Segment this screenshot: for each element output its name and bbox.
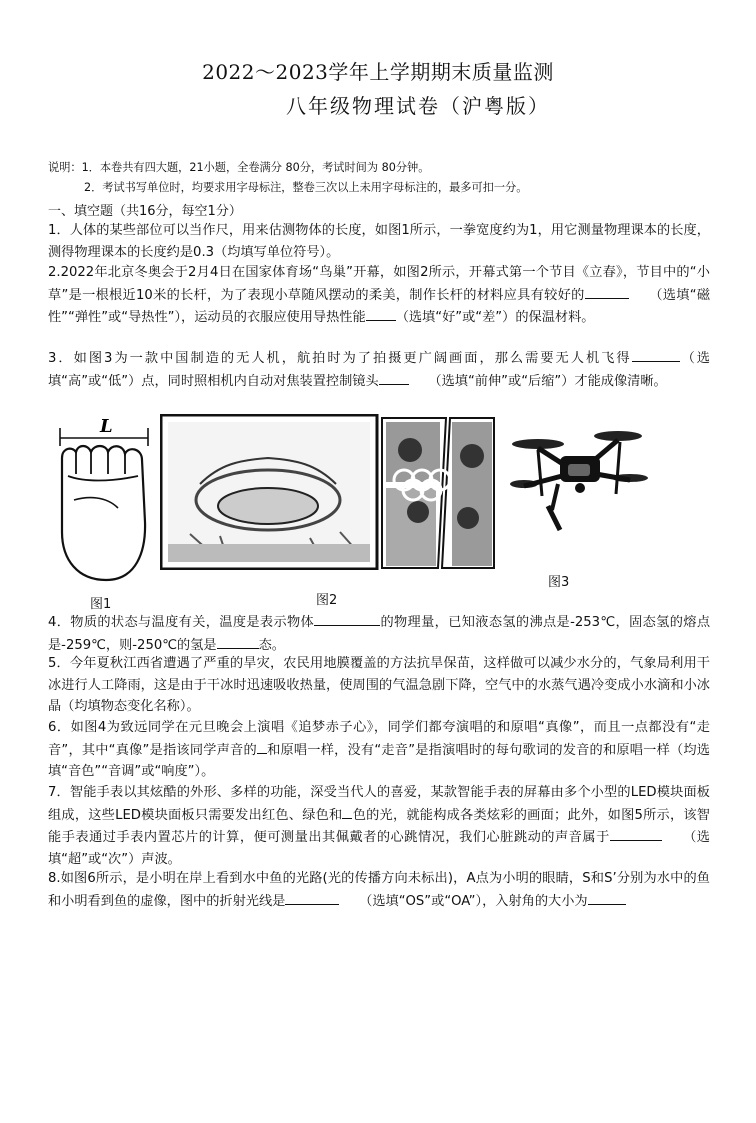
answer-blank[interactable] xyxy=(588,890,626,905)
answer-blank[interactable] xyxy=(610,826,662,841)
figure-1-label: 图1 xyxy=(90,597,112,612)
question-5 xyxy=(48,653,710,718)
question-6 xyxy=(48,717,710,783)
question-7-text-b: 色的光，就能构成各类炫彩的画面；此外，如图5所示，该智能手表通过手表内置芯片的计算，便可测量出其佩戴者的心跳情况，我们心脏跳动的声音属于 xyxy=(48,807,710,846)
answer-blank[interactable] xyxy=(366,306,396,321)
instruction-line-1: 说明：1．本卷共有四大题，21小题，全卷满分 80分，考试时间为 80分钟。 xyxy=(48,161,430,174)
question-7-text-a: 7．智能手表以其炫酷的外形、多样的功能，深受当代人的喜爱，某款智能手表的屏幕由多个小型的LED模块面板组成，这些LED模块面板只需要发出红色、绿色和 xyxy=(48,785,710,823)
question-6-text-a: 6．如图4为致远同学在元旦晚会上演唱《追梦赤子心》，同学们都夸演唱的和原唱“真像”，而且一点都没有“走音”，其中“真像”是指该同学声音的 xyxy=(48,720,710,758)
figure-1-length-mark: L xyxy=(100,416,113,437)
section-title: 一、填空题（共16分，每空1分） xyxy=(48,204,242,219)
question-3-text-c: （选填“前伸”或“后缩”）才能成像清晰。 xyxy=(435,373,667,389)
question-2-text-b: （选填“磁性”“弹性”或“导热性”），运动员的衣服应使用导热性能 xyxy=(48,287,711,326)
figure-3-label: 图3 xyxy=(548,575,570,590)
question-6-text-b: 和原唱一样，没有“走音”是指演唱时的每句歌词的发音的和原唱一样（均选填“音色”“音调”或“响度”）。 xyxy=(48,742,710,780)
question-4-text-b: 的物理量，已知液态氢的沸点是-253℃，固态氢的熔点是-259℃，则-250℃的氢是 xyxy=(48,615,711,653)
figure-1-fist xyxy=(48,412,160,588)
question-8 xyxy=(48,868,710,912)
question-4-text-a: 4．物质的状态与温度有关，温度是表示物体 xyxy=(48,615,315,630)
question-8-text-a: 8.如图6所示，是小明在岸上看到水中鱼的光路(光的传播方向未标出)，A点为小明的眼睛，S和S’分别为水中的鱼和小明看到鱼的虚像，图中的折射光线是 xyxy=(48,871,710,909)
question-4 xyxy=(48,611,710,656)
question-3-text-a: 3．如图3为一款中国制造的无人机，航拍时为了拍摄更广阔画面，那么需要无人机飞得 xyxy=(48,351,632,366)
answer-blank[interactable] xyxy=(342,804,352,819)
question-7 xyxy=(48,782,710,871)
figure-2-photo xyxy=(160,414,495,570)
question-2-text-c: （选填“好”或“差”）的保温材料。 xyxy=(395,310,595,326)
question-3 xyxy=(48,347,710,392)
question-3-text-b: （选填“高”或“低”）点，同时照相机内自动对焦装置控制镜头 xyxy=(48,351,710,389)
answer-blank[interactable] xyxy=(632,347,680,362)
question-2-text-a: 2.2022年北京冬奥会于2月4日在国家体育场“鸟巢”开幕，如图2所示，开幕式第一个节目《立春》，节目中的“小草”是一根根近10米的长杆，为了表现小草随风摆动的柔美，制作长杆的材料应具有较好的 xyxy=(48,265,710,303)
question-8-text-b: （选填“OS”或“OA”），入射角的大小为 xyxy=(365,893,588,909)
answer-blank[interactable] xyxy=(379,370,409,385)
question-1-text-a: 1．人体的某些部位可以当作尺，用来估测物体的长度，如图1所示，一拳宽度约为1，用它测量物理课本的长度，测得物理课本的长度约是0.3 xyxy=(48,223,710,260)
answer-blank[interactable] xyxy=(585,284,629,299)
answer-blank[interactable] xyxy=(217,634,259,649)
figure-2-label: 图2 xyxy=(316,593,338,608)
question-4-text-c: 态。 xyxy=(258,637,285,653)
question-1-text-b: （均填写单位符号）。 xyxy=(214,244,340,260)
instruction-line-2: 2．考试书写单位时，均要求用字母标注，整卷三次以上未用字母标注的，最多可扣一分。 xyxy=(84,181,528,194)
answer-blank[interactable] xyxy=(314,611,380,626)
question-1 xyxy=(48,220,710,263)
answer-blank[interactable] xyxy=(285,890,339,905)
figure-3-drone xyxy=(508,414,650,534)
exam-subtitle: 八年级物理试卷（沪粤版） xyxy=(286,94,550,118)
question-7-text-c: （选填“超”或“次”）声波。 xyxy=(48,830,710,868)
question-5-text: 5．今年夏秋江西省遭遇了严重的旱灾，农民用地膜覆盖的方法抗旱保苗，这样做可以减少水分的，气象局利用干冰进行人工降雨，这是由于干冰时迅速吸收热量，使周围的气温急剧下降，空气中的水蒸气遇冷变成小水滴和小冰晶（均填物态变化名称）。 xyxy=(48,656,710,715)
exam-title: 2022～2023学年上学期期末质量监测 xyxy=(202,60,554,84)
question-2 xyxy=(48,262,710,329)
answer-blank[interactable] xyxy=(257,739,267,754)
